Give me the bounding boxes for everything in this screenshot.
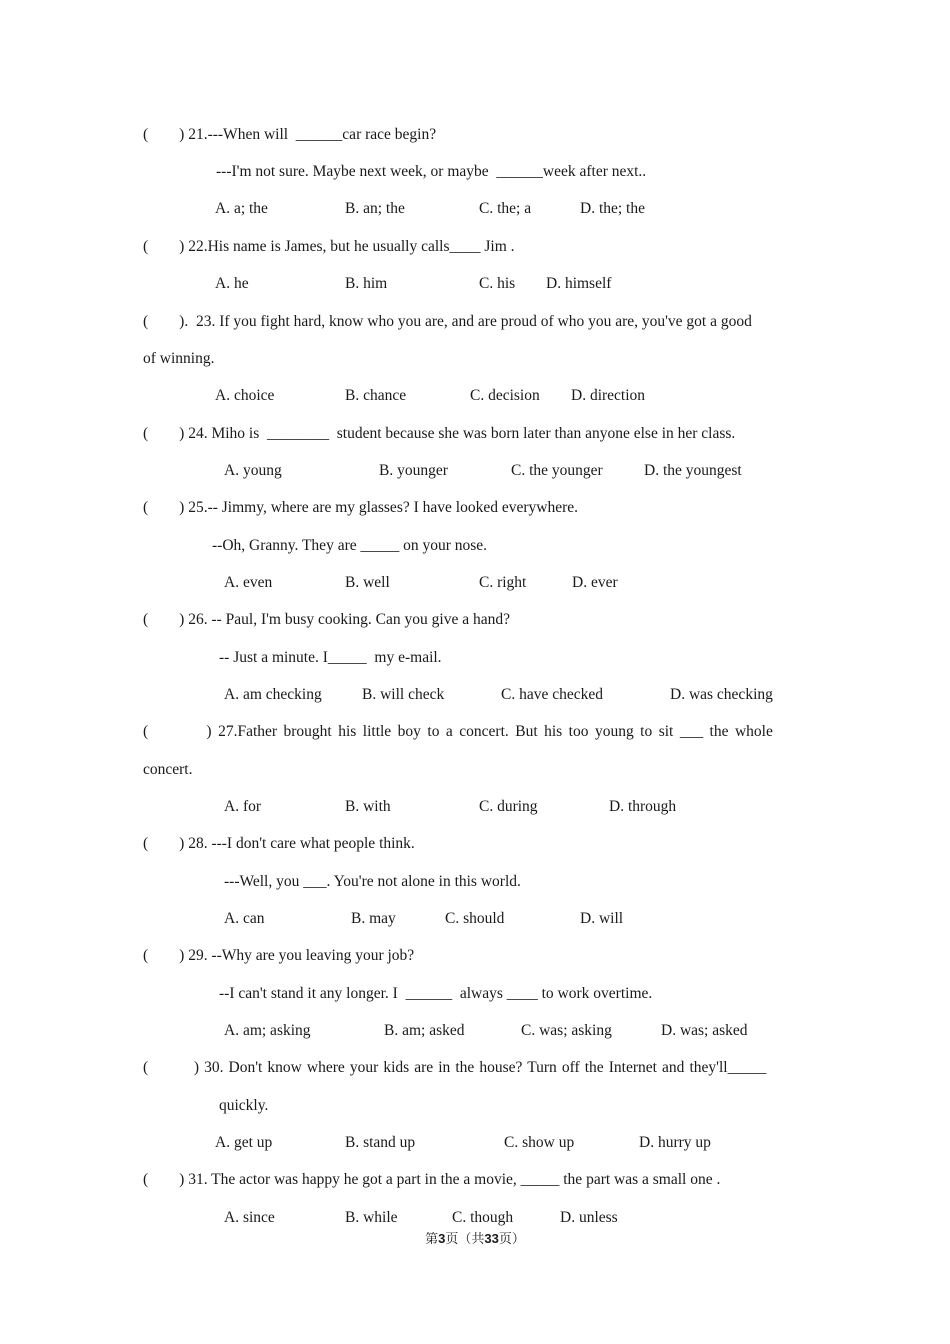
question-25-line2: --Oh, Granny. They are _____ on your nose. xyxy=(212,537,488,554)
question-30-option-c: C. show up xyxy=(504,1134,575,1151)
question-21-stem: ( ) 21.---When will ______car race begin? xyxy=(143,126,437,143)
question-23-option-b: B. chance xyxy=(345,387,407,404)
question-29-option-b: B. am; asked xyxy=(384,1022,465,1039)
question-22-stem: ( ) 22.His name is James, but he usually calls____ Jim . xyxy=(143,238,515,255)
question-29-option-c: C. was; asking xyxy=(521,1022,612,1039)
question-31-stem: ( ) 31. The actor was happy he got a part in the a movie, _____ the part was a small one . xyxy=(143,1171,721,1188)
question-23-stem: ( ). 23. If you fight hard, know who you are, and are proud of who you are, you've got a good xyxy=(143,313,752,330)
question-31-option-a: A. since xyxy=(224,1209,275,1226)
question-27-option-a: A. for xyxy=(224,798,262,815)
question-27-line2: concert. xyxy=(143,761,193,778)
question-26-option-a: A. am checking xyxy=(224,686,322,703)
question-28-stem: ( ) 28. ---I don't care what people think. xyxy=(143,835,415,852)
question-31-option-c: C. though xyxy=(452,1209,514,1226)
question-23-option-d: D. direction xyxy=(571,387,646,404)
question-21-line2: ---I'm not sure. Maybe next week, or maybe ______week after next.. xyxy=(216,163,647,180)
question-25-option-c: C. right xyxy=(479,574,527,591)
question-27-option-c: C. during xyxy=(479,798,538,815)
question-30-option-b: B. stand up xyxy=(345,1134,416,1151)
question-21-option-c: C. the; a xyxy=(479,200,532,217)
question-22-option-c: C. his xyxy=(479,275,516,292)
question-31-option-b: B. while xyxy=(345,1209,398,1226)
footer-prefix: 第 xyxy=(425,1231,439,1246)
question-26-option-c: C. have checked xyxy=(501,686,603,703)
footer-page-number: 3 xyxy=(438,1231,446,1246)
question-24-option-b: B. younger xyxy=(379,462,448,479)
question-27-stem: ( ) 27.Father brought his little boy to a concert. But his too young to sit ___ the whole xyxy=(143,723,773,740)
question-23-line2: of winning. xyxy=(143,350,215,367)
question-24-option-c: C. the younger xyxy=(511,462,603,479)
question-21-option-b: B. an; the xyxy=(345,200,405,217)
question-30-line2: quickly. xyxy=(219,1097,269,1114)
footer-suffix: 页） xyxy=(498,1231,525,1246)
question-30-option-a: A. get up xyxy=(215,1134,273,1151)
question-24-option-a: A. young xyxy=(224,462,282,479)
question-21-option-a: A. a; the xyxy=(215,200,268,217)
question-30-option-d: D. hurry up xyxy=(639,1134,711,1151)
footer-middle: 页（共 xyxy=(445,1231,485,1246)
question-21-option-d: D. the; the xyxy=(580,200,645,217)
question-26-line2: -- Just a minute. I_____ my e-mail. xyxy=(219,649,442,666)
question-24-stem: ( ) 24. Miho is ________ student because she was born later than anyone else in her class. xyxy=(143,425,736,442)
question-26-option-b: B. will check xyxy=(362,686,445,703)
question-28-option-b: B. may xyxy=(351,910,396,927)
question-28-option-d: D. will xyxy=(580,910,624,927)
question-30-stem: ( ) 30. Don't know where your kids are in the house? Turn off the Internet and they'll_____ xyxy=(143,1059,767,1076)
question-27-option-d: D. through xyxy=(609,798,677,815)
question-28-option-c: C. should xyxy=(445,910,505,927)
question-23-option-a: A. choice xyxy=(215,387,275,404)
footer-total-pages: 33 xyxy=(484,1231,499,1246)
question-26-option-d: D. was checking xyxy=(670,686,773,703)
question-28-option-a: A. can xyxy=(224,910,265,927)
question-29-option-d: D. was; asked xyxy=(661,1022,748,1039)
question-22-option-d: D. himself xyxy=(546,275,612,292)
question-22-option-b: B. him xyxy=(345,275,388,292)
question-29-stem: ( ) 29. --Why are you leaving your job? xyxy=(143,947,415,964)
question-23-option-c: C. decision xyxy=(470,387,540,404)
question-25-option-a: A. even xyxy=(224,574,273,591)
question-31-option-d: D. unless xyxy=(560,1209,618,1226)
question-29-option-a: A. am; asking xyxy=(224,1022,311,1039)
question-22-option-a: A. he xyxy=(215,275,249,292)
question-29-line2: --I can't stand it any longer. I ______ always ____ to work overtime. xyxy=(219,985,653,1002)
question-24-option-d: D. the youngest xyxy=(644,462,742,479)
question-28-line2: ---Well, you ___. You're not alone in this world. xyxy=(224,873,521,890)
question-26-stem: ( ) 26. -- Paul, I'm busy cooking. Can you give a hand? xyxy=(143,611,510,628)
question-25-option-b: B. well xyxy=(345,574,390,591)
question-25-option-d: D. ever xyxy=(572,574,618,591)
page-footer xyxy=(0,1228,950,1247)
question-25-stem: ( ) 25.-- Jimmy, where are my glasses? I have looked everywhere. xyxy=(143,499,578,516)
question-27-option-b: B. with xyxy=(345,798,391,815)
